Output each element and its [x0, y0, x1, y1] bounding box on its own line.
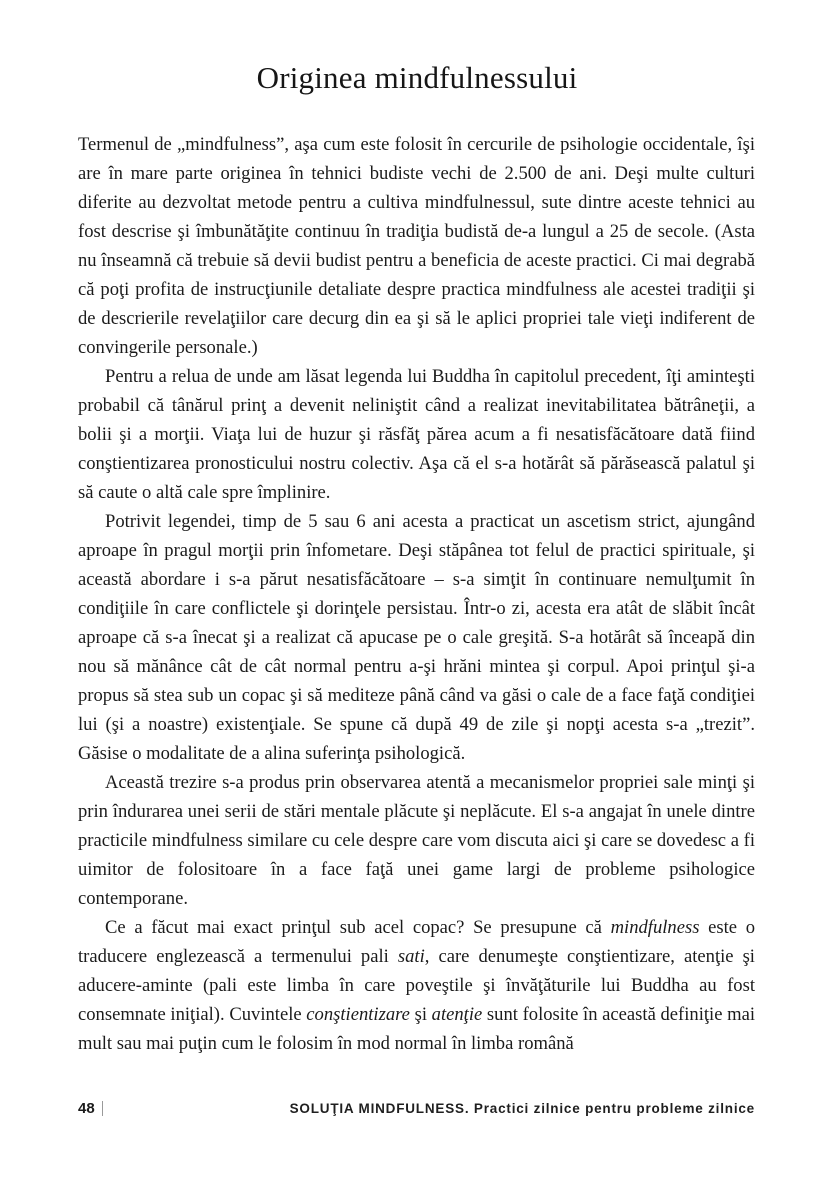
paragraph	[78, 768, 755, 913]
text-segment: , care denumeşte conştientizare, atenţie şi aducere-aminte (pali este limba în care poveştile şi învăţăturile lui Buddha au fost consemnate iniţial). Cuvintele	[78, 946, 755, 1025]
page-title: Originea mindfulnessului	[256, 60, 578, 95]
text-segment: şi	[409, 1004, 432, 1025]
text-segment: Potrivit legendei, timp de 5 sau 6 ani acesta a practicat un ascetism strict, ajungând aproape în pragul morţii prin înfometare. Deşi stăpânea tot felul de practici spirituale, şi această abordare i s-a părut nesatisfăcătoare – s-a simţit în continuare nemulţumit în condiţiile în care conflictele şi dorinţele persistau. Într-o zi, acesta era atât de slăbit încât aproape că s-a înecat şi a realizat că apucase pe o cale greşită. S-a hotărât să înceapă din nou să mănânce cât de cât normal pentru a-şi hrăni mintea şi corpul. Apoi prinţul şi-a propus să stea sub un copac şi să mediteze până când va găsi o cale de a face faţă condiţiei lui (şi a noastre) existenţiale. Se spune că după 49 de zile şi nopţi acesta s-a „trezit”. Găsise o modalitate de a alina suferinţa psihologică.	[78, 511, 755, 764]
body-text	[78, 130, 755, 1058]
italic-text-segment: sati	[397, 946, 425, 967]
page-number-wrap	[78, 1100, 103, 1117]
italic-text-segment: atenţie	[431, 1004, 483, 1025]
italic-text-segment: conştientizare	[306, 1004, 410, 1025]
paragraph	[78, 507, 755, 768]
paragraph	[78, 362, 755, 507]
italic-text-segment: mindfulness	[610, 917, 700, 938]
text-segment: sunt folosite în această definiţie mai mult sau mai puţin cum le folosim în mod normal în limba română	[78, 1004, 755, 1054]
page-number: 48	[78, 1100, 95, 1117]
paragraph	[78, 913, 755, 1058]
footer-book-title: SOLUŢIA MINDFULNESS. Practici zilnice pentru probleme zilnice	[289, 1101, 755, 1116]
page-footer	[78, 1100, 755, 1117]
text-segment: Această trezire s-a produs prin observarea atentă a mecanismelor propriei sale minţi şi prin îndurarea unei serii de stări mentale plăcute şi neplăcute. El s-a angajat în unele dintre practicile mindfulness similare cu cele despre care vom discuta aici şi care se dovedesc a fi uimitor de folositoare în a face faţă unei game largi de probleme psihologice contemporane.	[78, 772, 755, 909]
text-segment: Pentru a relua de unde am lăsat legenda lui Buddha în capitolul precedent, îţi aminteşti probabil că tânărul prinţ a devenit neliniştit când a realizat inevitabilitatea bătrâneţii, a bolii şi a morţii. Viaţa lui de huzur şi răsfăţ părea acum a fi nesatisfăcătoare dată fiind conştientizarea pronosticului nostru colectiv. Aşa că el s-a hotărât să părăsească palatul şi să caute o altă cale spre împlinire.	[78, 366, 755, 503]
paragraph	[78, 130, 755, 362]
text-segment: este o traducere englezească a termenului pali	[78, 917, 755, 967]
text-segment: Termenul de „mindfulness”, aşa cum este folosit în cercurile de psihologie occidentale, îşi are în mare parte originea în tehnici budiste vechi de 2.500 de ani. Deşi multe culturi diferite au dezvoltat metode pentru a cultiva mindfulnessul, sute dintre aceste tehnici au fost descrise şi îmbunătăţite continuu în tradiţia budistă de-a lungul a 25 de secole. (Asta nu înseamnă că trebuie să devii budist pentru a beneficia de aceste practici. Ci mai degrabă că poţi profita de instrucţiunile detaliate despre practica mindfulness ale acestei tradiţii şi de descrierile revelaţiilor care decurg din ea şi să le aplici propriei tale vieţi indiferent de convingerile personale.)	[78, 134, 755, 358]
text-segment: Ce a făcut mai exact prinţul sub acel copac? Se presupune că	[105, 917, 611, 938]
footer-divider	[102, 1101, 103, 1116]
